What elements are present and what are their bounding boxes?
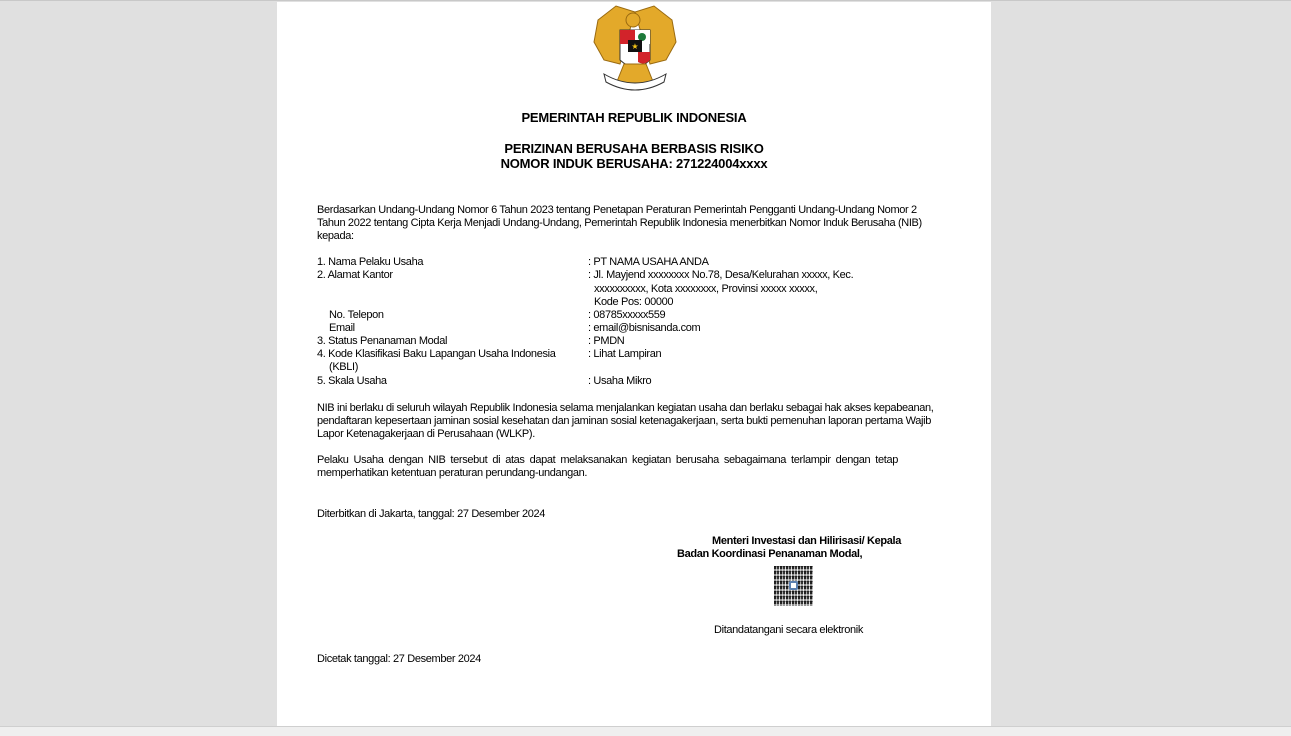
electronic-signature-note: Ditandatangani secara elektronik bbox=[714, 624, 864, 636]
printed-date: Dicetak tanggal: 27 Desember 2024 bbox=[317, 653, 481, 665]
permission-paragraph: Pelaku Usaha dengan NIB tersebut di atas dapat melaksanakan kegiatan berusaha sebagaimana terlampir dengan tetap memperhatikan ketentuan peraturan perundang-undangan. bbox=[317, 454, 898, 479]
field-label: 4. Kode Klasifikasi Baku Lapangan Usaha Indonesia bbox=[317, 348, 556, 360]
nib-number: NOMOR INDUK BERUSAHA: 271224004xxxx bbox=[500, 156, 768, 171]
field-label: 5. Skala Usaha bbox=[317, 375, 387, 387]
field-value: : PT NAMA USAHA ANDA bbox=[588, 256, 709, 268]
government-heading: PEMERINTAH REPUBLIK INDONESIA bbox=[521, 110, 747, 125]
field-label: No. Telepon bbox=[329, 309, 384, 321]
qr-code bbox=[774, 566, 813, 606]
field-label: 2. Alamat Kantor bbox=[317, 269, 393, 281]
intro-paragraph: Berdasarkan Undang-Undang Nomor 6 Tahun 2023 tentang Penetapan Peraturan Pemerintah Pengganti Undang-Undang Nomor 2 Tahun 2022 tentang Cipta Kerja Menjadi Undang-Undang, Pemerintah Republik Indonesia menerbitkan Nomor Induk Berusaha (NIB) kepada: bbox=[317, 204, 922, 242]
svg-text:★: ★ bbox=[631, 42, 639, 51]
field-label: 1. Nama Pelaku Usaha bbox=[317, 256, 424, 268]
issued-date: Diterbitkan di Jakarta, tanggal: 27 Desember 2024 bbox=[317, 508, 546, 520]
field-value: : Usaha Mikro bbox=[588, 375, 652, 387]
field-value: : 08785xxxxx559 bbox=[588, 309, 666, 321]
field-label: Email bbox=[329, 322, 355, 334]
field-label: (KBLI) bbox=[329, 361, 359, 373]
signatory-agency: Badan Koordinasi Penanaman Modal, bbox=[677, 548, 863, 560]
field-value: : email@bisnisanda.com bbox=[588, 322, 701, 334]
document-title: PERIZINAN BERUSAHA BERBASIS RISIKO bbox=[504, 141, 764, 156]
garuda-emblem-icon bbox=[586, 2, 684, 98]
field-value: : Lihat Lampiran bbox=[588, 348, 662, 360]
field-value: xxxxxxxxxx, Kota xxxxxxxx, Provinsi xxxxx xxxxx, bbox=[594, 283, 818, 295]
top-border bbox=[0, 0, 1291, 1]
validity-paragraph: NIB ini berlaku di seluruh wilayah Republik Indonesia selama menjalankan kegiatan usaha dan berlaku sebagai hak akses kepabeanan, pendaftaran kepesertaan jaminan sosial kesehatan dan jaminan sosial ketenagakerjaan, serta bukti pemenuhan laporan pertama Wajib Lapor Ketenagakerjaan di Perusahaan (WLKP). bbox=[317, 402, 934, 440]
signatory-title: Menteri Investasi dan Hilirisasi/ Kepala bbox=[712, 535, 901, 547]
field-value: : Jl. Mayjend xxxxxxxx No.78, Desa/Kelurahan xxxxx, Kec. bbox=[588, 269, 854, 281]
field-label: 3. Status Penanaman Modal bbox=[317, 335, 448, 347]
field-value: Kode Pos: 00000 bbox=[594, 296, 674, 308]
field-value: : PMDN bbox=[588, 335, 625, 347]
document-page bbox=[277, 2, 991, 726]
